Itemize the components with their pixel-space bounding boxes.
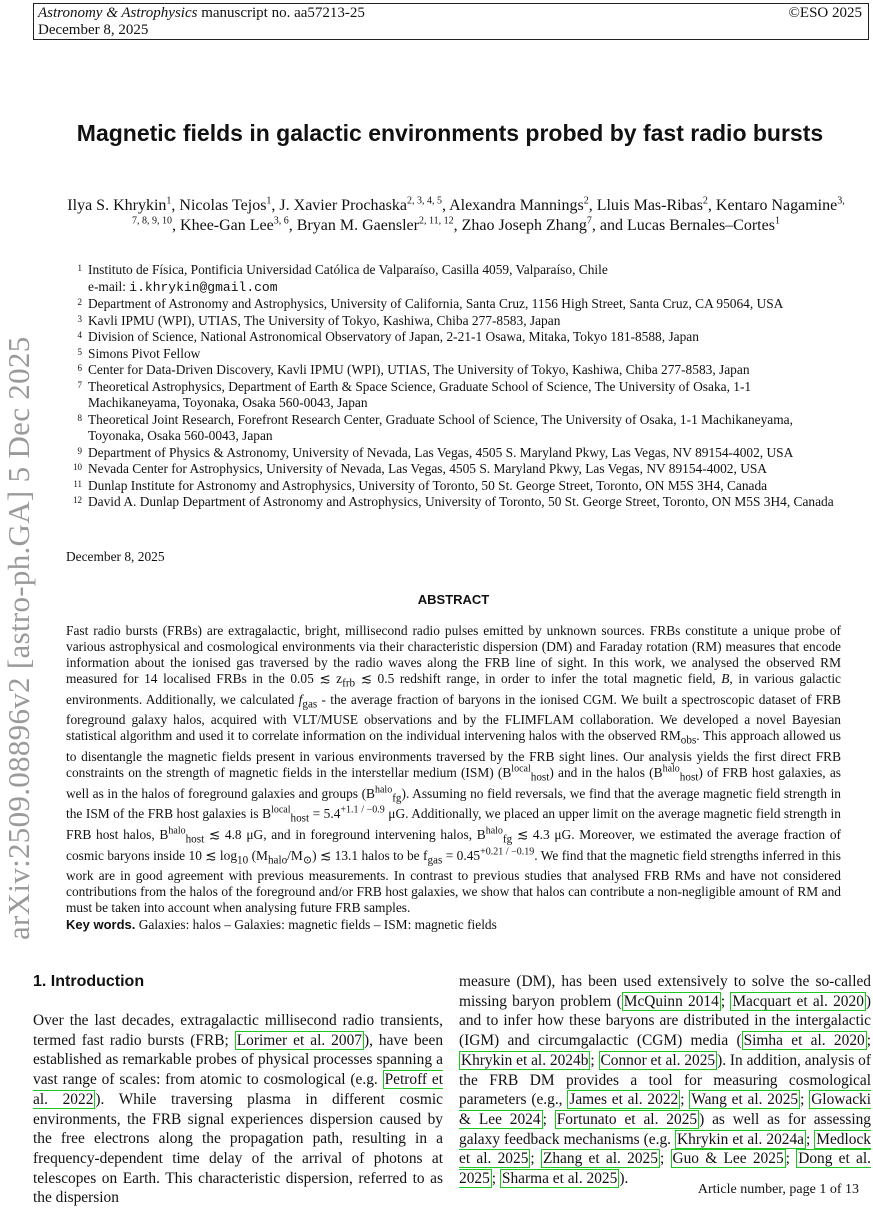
citation-link[interactable]: Glowacki & Lee 2024 xyxy=(459,1091,872,1128)
keywords-text: Galaxies: halos – Galaxies: magnetic fields – ISM: magnetic fields xyxy=(138,917,497,932)
journal-header xyxy=(33,3,869,40)
citation-link[interactable]: Lorimer et al. 2007 xyxy=(236,1031,362,1049)
affiliation-1: 1 Instituto de Física, Pontificia Universidad Católica de Valparaíso, Casilla 4059, Valparaíso, Chile e-mail: i.khrykin@gmail.com xyxy=(77,262,608,295)
affiliation-5: 5 Simons Pivot Fellow xyxy=(77,345,201,361)
intro-right-column: measure (DM), has been used extensively to solve the so-called missing baryon problem ( McQuinn 2014 ; Macquart et al. 2020 ) and to infer how these baryons are distributed in the intergalactic (IGM) and circumgalactic (CGM) media ( Simha et al. 2020 ; Khrykin et al. 2024b ; Connor et al. 2025 ). In addition, analysis of the FRB DM provides a tool for measuring cosmological parameters (e.g., James et al. 2022 ; Wang et al. 2025 ; Glowacki & Lee 2024 ; Fortunato et al. 2025 ) as well as for assessing galaxy feedback mechanisms (e.g. Khrykin et al. 2024a ; Medlock et al. 2025 ; Zhang et al. 2025 ; Guo & Lee 2025 ; Dong et al. 2025 ; Sharma et al. 2025 ). xyxy=(459,973,872,1188)
author-affiliation-mark: 2 xyxy=(583,195,589,207)
page-footer: Article number, page 1 of 13 xyxy=(697,1182,859,1197)
section-heading: 1. Introduction xyxy=(33,973,145,990)
author-affiliation-mark: 3, 6 xyxy=(273,215,289,227)
citation-link[interactable]: Simha et al. 2020 xyxy=(743,1032,865,1050)
citation-link[interactable]: Sharma et al. 2025 xyxy=(501,1170,618,1188)
affiliations xyxy=(66,262,841,511)
affiliation-9: 9 Department of Physics & Astronomy, University of Nevada, Las Vegas, 4505 S. Maryland Pkwy, Las Vegas, NV 89154-4002, USA xyxy=(77,444,794,460)
author: Alexandra Mannings$^2$ xyxy=(449,195,589,214)
affiliation-7: 7 Theoretical Astrophysics, Department of Earth & Space Science, Graduate School of Science, The University of Osaka, 1-1 Machikaneyama, Toyonaka, Osaka 560-0043, Japan xyxy=(77,378,752,410)
author-affiliation-mark: 1 xyxy=(166,195,172,207)
author-affiliation-mark: 2, 3, 4, 5 xyxy=(406,195,442,207)
author: Lluis Mas-Ribas$^2$ xyxy=(596,195,708,214)
author: Nicolas Tejos$^1$ xyxy=(179,195,272,214)
citation-link[interactable]: Khrykin et al. 2024a xyxy=(677,1130,804,1148)
journal-name: Astronomy & Astrophysics xyxy=(38,5,198,21)
citation-link[interactable]: Petroff et al. 2022 xyxy=(33,1071,444,1108)
copyright: ©ESO 2025 xyxy=(788,5,862,21)
intro-left-column: 1. Introduction Over the last decades, extragalactic millisecond radio transients, termed fast radio bursts (FRB; Lorimer et al. 2007 ), have been established as remarkable probes of physical processes spanning a vast range of scales: from atomic to cosmological (e.g. Petroff et al. 2022 ). While traversing plasma in different cosmic environments, the FRB signal experiences dispersion caused by the free electrons along the propagation path, resulting in a frequency-dependent time delay of the arrival of photons at telescopes on Earth. This characteristic dispersion, referred to as the dispersion xyxy=(33,973,444,1207)
header-date: December 8, 2025 xyxy=(38,22,149,38)
citation-link[interactable]: Dong et al. 2025 xyxy=(459,1150,872,1188)
citation-link[interactable]: Connor et al. 2025 xyxy=(600,1051,716,1069)
keywords-label: Key words. xyxy=(66,917,136,932)
citation-link[interactable]: Zhang et al. 2025 xyxy=(542,1150,658,1168)
author: Ilya S. Khrykin$^1$ xyxy=(67,195,172,214)
author-affiliation-mark: 1 xyxy=(774,215,780,227)
author: Lucas Bernales–Cortes$^1$ xyxy=(627,215,780,234)
citation-link[interactable]: Medlock et al. 2025 xyxy=(459,1130,871,1168)
author-affiliation-mark: 2 xyxy=(702,195,708,207)
citation-link[interactable]: Khrykin et al. 2024b xyxy=(461,1051,589,1069)
author: Zhao Joseph Zhang$^7$ xyxy=(461,215,592,234)
author-affiliation-mark: 1 xyxy=(266,195,272,207)
affiliation-11: 11 Dunlap Institute for Astronomy and Astrophysics, University of Toronto, 50 St. George Street, Toronto, ON M5S 3H4, Canada xyxy=(73,477,768,493)
author-list: Ilya S. Khrykin$^1$, Nicolas Tejos$^1$, J. Xavier Prochaska$^{2, 3, 4, 5}$, Alexandra Mannings$^2$, Lluis Mas-Ribas$^2$, Kentaro Nagamine$^{3, 7, 8, 9, 10}$, Khee-Gan Lee$^{3, 6}$, Bryan M. Gaensler$^{2, 11, 12}$, Zhao Joseph Zhang$^7$, and Lucas Bernales–Cortes$^1$ xyxy=(67,195,845,234)
citation-link[interactable]: Macquart et al. 2020 xyxy=(732,992,864,1010)
affiliation-4: 4 Division of Science, National Astronomical Observatory of Japan, 2-21-1 Osawa, Mitaka, Tokyo 181-8588, Japan xyxy=(77,329,699,344)
affiliation-12: 12 David A. Dunlap Department of Astronomy and Astrophysics, University of Toronto, 50 St. George Street, Toronto, ON M5S 3H4, Canada xyxy=(73,494,834,509)
citation-link[interactable]: Guo & Lee 2025 xyxy=(672,1150,784,1168)
affiliation-2: 2 Department of Astronomy and Astrophysics, University of California, Santa Cruz, 1156 High Street, Santa Cruz, CA 95064, USA xyxy=(77,296,784,311)
citation-link[interactable]: Wang et al. 2025 xyxy=(691,1091,799,1109)
author: J. Xavier Prochaska$^{2, 3, 4, 5}$ xyxy=(279,195,442,214)
email-link[interactable]: i.khrykin@gmail.com xyxy=(129,279,278,295)
author-affiliation-mark: 3, 7, 8, 9, 10 xyxy=(132,195,845,227)
author: Khee-Gan Lee$^{3, 6}$ xyxy=(180,215,289,234)
author-affiliation-mark: 7 xyxy=(586,215,592,227)
abstract: Fast radio bursts (FRBs) are extragalactic, bright, millisecond radio pulses emitted by unknown sources. FRBs constitute a unique probe of various astrophysical and cosmological environments via their characteristic dispersion (DM) and Faraday rotation (RM) measures that encode information about the ionised gas traversed by the radio waves along the FRB line of sight. In this work, we analysed the observed RM measured for 14 localised FRBs in the 0.05 ≲ $z_{frb}$ ≲ 0.5 redshift range, in order to infer the total magnetic field, B, in various galactic environments. Additionally, we calculated $f_{gas}$ - the average fraction of baryons in the ionised CGM. We built a spectroscopic dataset of FRB foreground galaxy halos, acquired with VLT/MUSE observations and by the FLIMFLAM collaboration. We developed a novel Bayesian statistical algorithm and used it to correlate information on the individual intervening halos with the observed $RM_{obs}$. This approach allowed us to disentangle the magnetic fields present in various environments traversed by the FRB sight lines. Our analysis yields the first direct FRB constraints on the strength of magnetic fields in the interstellar medium (ISM) $(B^{local}_{host})$ and in the halos $(B^{halo}_{host})$ of FRB host galaxies, as well as in the halos of foreground galaxies and groups $(B^{halo}_{fg})$. Assuming no field reversals, we find that the average magnetic field strength in the ISM of the FRB host galaxies is $B^{local}_{host} = 5.4^{+1.1 / -0.9}$ μG. Additionally, we placed an upper limit on the average magnetic field strength in FRB host halos, $B^{halo}_{host}$ ≲ 4.8 μG, and in foreground intervening halos, $B^{halo}_{fg}$ ≲ 4.3 μG. Moreover, we estimated the average fraction of cosmic baryons inside 10 ≲ $\log_{10} (M_{halo}/M_⊙)$ ≲ 13.1 halos to be $f_{gas} = 0.45^{+0.21 / -0.19}$. We find that the magnetic field strengths inferred in this work are in good agreement with previous measurements. In contrast to previous studies that analysed FRB RMs and have not considered contributions from the halos of the foreground and/or FRB host galaxies, we show that halos can contribute a non-negligible amount of RM and must be taken into account when analysing future FRB samples. xyxy=(66,623,842,916)
affiliation-8: 8 Theoretical Joint Research, Forefront Research Center, Graduate School of Science, The University of Osaka, 1-1 Machikaneyama, Toyonaka, Osaka 560-0043, Japan xyxy=(77,411,793,443)
citation-link[interactable]: James et al. 2022 xyxy=(569,1091,679,1109)
abstract-heading: ABSTRACT xyxy=(417,592,490,607)
paper-title: Magnetic fields in galactic environments probed by fast radio bursts xyxy=(76,120,824,146)
header-line-1 xyxy=(38,5,864,22)
date-line: December 8, 2025 xyxy=(66,549,165,564)
keywords xyxy=(66,917,841,933)
author-affiliation-mark: 2, 11, 12 xyxy=(418,215,454,227)
author: Bryan M. Gaensler$^{2, 11, 12}$ xyxy=(296,215,454,234)
manuscript-number: manuscript no. aa57213-25 xyxy=(201,5,365,21)
citation-link[interactable]: Fortunato et al. 2025 xyxy=(556,1110,698,1128)
affiliation-10: 10 Nevada Center for Astrophysics, University of Nevada, Las Vegas, 4505 S. Maryland Pkwy, Las Vegas, NV 89154-4002, USA xyxy=(73,461,767,476)
citation-link[interactable]: McQuinn 2014 xyxy=(623,992,719,1010)
affiliation-3: 3 Kavli IPMU (WPI), UTIAS, The University of Tokyo, Kashiwa, Chiba 277-8583, Japan xyxy=(77,312,561,328)
arxiv-stamp[interactable]: arXiv:2509.08896v2 [astro-ph.GA] 5 Dec 2025 xyxy=(1,336,36,940)
affiliation-6: 6 Center for Data-Driven Discovery, Kavli IPMU (WPI), UTIAS, The University of Tokyo, Kashiwa, Chiba 277-8583, Japan xyxy=(77,362,750,377)
author: Kentaro Nagamine$^{3, 7, 8, 9, 10}$ xyxy=(132,195,845,227)
